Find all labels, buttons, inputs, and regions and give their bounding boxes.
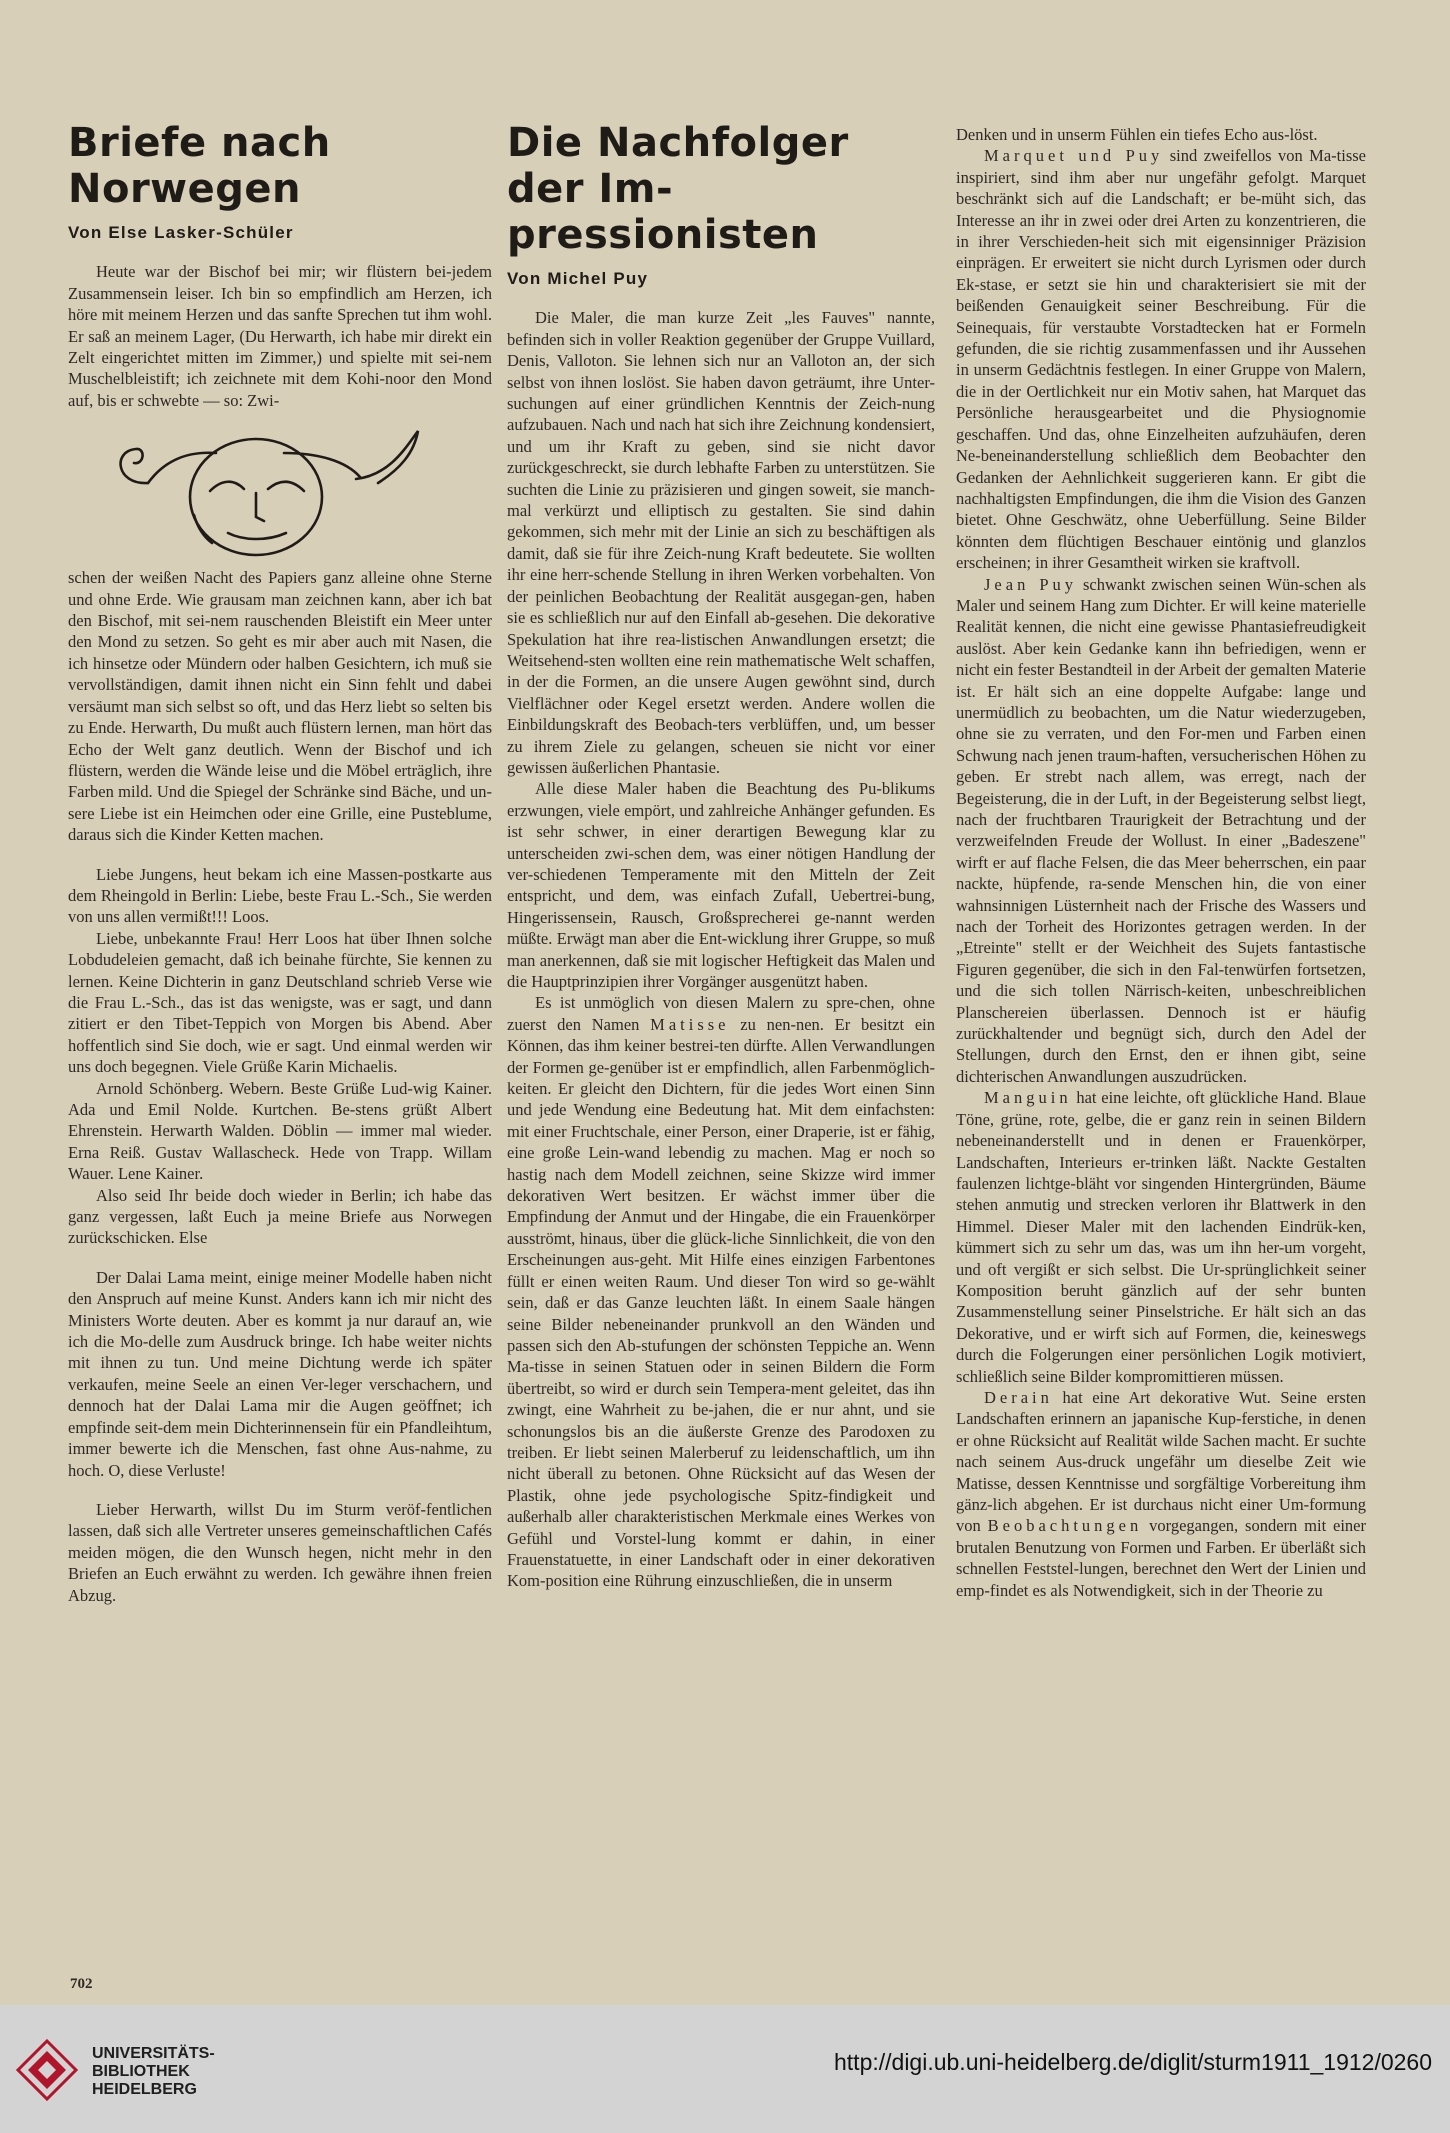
paragraph: Arnold Schönberg. Webern. Beste Grüße Lud-wig Kainer. Ada und Emil Nolde. Kurtchen. Be-stens grüßt Albert Ehrenstein. Herwarth Walden. Döblin — immer mal wieder. Erna Reiß. Gustav Wallascheck. Hede von Trapp. Willam Wauer. Lene Kainer.	[68, 1078, 492, 1184]
emphasis: Beobachtungen	[987, 1516, 1143, 1536]
library-line: BIBLIOTHEK	[92, 2063, 190, 2080]
moon-face-drawing-icon	[108, 425, 438, 557]
text-run: schwankt zwischen seinen Wün-schen als Maler und seinem Hang zum Dichter. Er will keine materielle Realität kennen, die nicht eine gewisse Phantasiefreudigkeit auslöst. Aber kein Gedanke kann ihn befriedigen, wenn er nicht ein fester Bestandteil in der Arbeit der gemalten Materie ist. Er hält sich an eine doppelte Aufgabe: lange und unermüdlich zu beobachten, um die Natur wiederzugeben, ohne sie zu verraten, und den For-men und Farben einen Schwung nach jenen traum-haften, versucherischen Höhen zu geben. Er strebt nach allem, was erregt, nach der Begeisterung, die in der Luft, in der Begeisterung selbst liegt, nach der fruchtbaren Traurigkeit der Betrachtung und der verzweifelnden Freude der Wollust. In einer „Badeszene" wirft er auf flache Felsen, die das Meer beherrschen, ein paar nackte, hüpfende, ra-sende Menschen hin, die von einer wahnsinnigen Lüsternheit nach der Frische des Wassers und nach der Torheit des Horizontes getragen werden. In der „Etreinte" stellt er der Weichheit des Sujets fantastische Figuren gegenüber, die sich in den Fal-tenwürfen fortsetzen, und die sich tollen Närrisch-keiten, unbeschreiblichen Planschereien überlassen. Dennoch ist er häufig zurückhaltender und begnügt sich, durch den Adel der Stellungen, durch den Ernst, den er ihnen gibt, seine dichterischen Anwandlungen auszudrücken.	[956, 574, 1367, 1086]
artist-name: Derain	[984, 1387, 1053, 1407]
article-byline: Von Else Lasker-Schüler	[68, 223, 294, 242]
artist-name: Manguin	[984, 1088, 1072, 1108]
text-run: Es ist unmöglich von diesen Malern zu spre-chen, ohne zuerst den Namen	[507, 993, 935, 1034]
article-title: Briefe nach Norwegen	[68, 120, 331, 212]
paragraph	[507, 992, 935, 1591]
paragraph	[956, 1387, 1366, 1601]
library-line: HEIDELBERG	[92, 2081, 197, 2098]
paragraph: Liebe Jungens, heut bekam ich eine Massen-postkarte aus dem Rheingold in Berlin: Liebe, beste Frau L.-Sch., Sie werden von uns allen vermißt!!! Loos.	[68, 864, 492, 927]
paragraph: Heute war der Bischof bei mir; wir flüstern bei-jedem Zusammensein leiser. Ich bin so empfindlich am Herzen, ich höre mit meinem Herzen und das sanfte Sprechen tut ihm wohl. Er saß an meinem Lager, (Du Herwarth, ich habe mir direkt ein Zelt eingerichtet mitten im Zimmer,) und spielte mit sei-nem Muschelbleistift; ich zeichnete mit dem Kohi-noor den Mond auf, bis er schwebte — so: Zwi-	[68, 262, 492, 410]
paragraph	[956, 1087, 1366, 1387]
paragraph: Also seid Ihr beide doch wieder in Berlin; ich habe das ganz vergessen, laßt Euch ja meine Briefe aus Norwegen zurückschicken. Else	[68, 1185, 492, 1248]
text-run: hat eine leichte, oft glückliche Hand. Blaue Töne, grüne, rote, gelbe, die er ganz rein in seinen Bildern nebeneinanderstellt und in denen er Frauenkörper, Landschaften, Interieurs er-trinken läßt. Nackte Gestalten faulenzen lichtge-bläht vor singenden Hintergründen, Bäume stehen anmutig und strecken verloren ihr Blattwerk in den Himmel. Dieser Maler mit den lachenden Eindrük-ken, kümmert sich zu sehr um das, was um ihn her-um vorgeht, und oft vergißt er sich selbst. Die Ur-sprünglichkeit seiner Komposition beruht gänzlich auf der sehr bunten Zusammenstellung seiner Pinselstriche. Er hält sich an das Dekorative, und er wirft sich auf Formen, die, keineswegs durch die Folgerungen einer persönlichen Logik motiviert, schließlich seine Bilder kompromittieren müssen.	[956, 1088, 1366, 1386]
article-briefe-nach-norwegen	[68, 120, 492, 1606]
article-title: Die Nachfolger der Im-pressionisten	[507, 120, 849, 258]
artist-name: Matisse	[650, 1014, 730, 1034]
text-run: zu nen-nen. Er besitzt ein Können, das ihm keiner bestrei-ten dürfte. Allen Verwandlungen der Formen ge-genüber ist er empfindlich, allen Farbenmöglich-keiten. Er gleicht den Dichtern, für die jedes Wort einen Sinn und jede Wendung eine Bedeutung hat. Mit dem einfachsten: mit einer Fruchtschale, einer Person, einer Draperie, ist er fähig, eine große Lein-wand lebendig zu machen. Mag er noch so hastig nach dem Modell zeichnen, seine Skizze wird immer dekorativen Wert besitzen. Er wächst immer über die Empfindung der Anmut und der Hingabe, die ein Frauenkörper ausströmt, hinaus, über die glück-liche Sinnlichkeit, die von den Erscheinungen aus-geht. Mit Hilfe eines einzigen Farbentones füllt er einen weiten Raum. Und dieser Ton wird so ge-wählt sein, daß er das Ganze leuchten läßt. In einem Saale hängen seine Bilder nebeneinander prunkvoll an den Wänden und passen sich den Ab-stufungen der schönsten Teppiche an. Wenn Ma-tisse in seinen Statuen oder in seinen Bildern die Form übertreibt, so wird er durch sein Tempera-ment geleitet, das ihn zwingt, eine Wahrheit zu be-jahen, die er nur ahnt, und sie schonungslos bis an die äußerste Grenze des Parodoxen zu treiben. Er liebt seinen Malerberuf zu leidenschaftlich, um ihn nicht überall zu betonen. Ohne Rücksicht auf das Wesen der Plastik, ohne jede psychologische Spitz-findigkeit und außerhalb aller charakteristischen Merkmale eines Werkes von Gefühl und Vorstel-lung kommt er dahin, in einer Frauenstatuette, in einer Landschaft oder in einer dekorativen Kom-position eine Rührung einzuschließen, die in unserm	[507, 1014, 935, 1591]
article-byline: Von Michel Puy	[507, 269, 649, 288]
paragraph	[956, 574, 1366, 1088]
digitization-footer	[0, 2005, 1450, 2133]
text-run: hat eine Art dekorative Wut. Seine ersten Landschaften erinnern an japanische Kup-ferstiche, in denen er ohne Rücksicht auf Realität wilde Sachen macht. Er suchte nach seinem Aus-druck ungefähr um dieselbe Zeit wie Matisse, dessen Kenntnisse und sorgfältige Vorbereitung ihm gänz-lich abgehen. Er ist durchaus nicht einer Um-formung von	[956, 1387, 1366, 1536]
text-run: vorgegangen, sondern mit einer brutalen Benutzung von Formen und Farben. Er überläßt sich schnellen Feststel-lungen, berechnet den Wert der Linien und emp-findet es als Notwendigkeit, sich in der Theorie zu	[956, 1516, 1367, 1600]
artist-name: Marquet und Puy	[984, 146, 1164, 166]
paragraph: schen der weißen Nacht des Papiers ganz alleine ohne Sterne und ohne Erde. Wie grausam man zeichnen kann, aber ich bat den Bischof, mit sei-nem rauschenden Bleistift ein Meer unter den Mond zu setzen. So geht es mir aber auch mit Nasen, die ich hinsetze oder Mündern oder halben Gesichtern, ich muß sie vervollständigen, damit ihnen nicht ein Sinn fehlt und dabei versäumt man sich selbst so oft, und das Herz liebt so selten bis zu Ende. Herwarth, Du mußt auch flüstern lernen, man hört das Echo der Welt ganz deutlich. Wenn der Bischof und ich flüstern, werden die Wände leise und die Möbel erträglich, ihre Farben mild. Und die Spiegel der Schränke sind Bäche, und un-sere Liebe ist ein Heimchen oder eine Grille, eine Pusteblume, daraus sich die Kinder Ketten machen.	[68, 568, 492, 845]
page-number: 702	[70, 1976, 93, 1992]
text-run: sind zweifellos von Ma-tisse inspiriert, sind ihm aber nur ungefähr gefolgt. Marquet beschränkt sich auf die Landschaft; er be-müht sich, das Interesse an ihr in zwei oder drei Arten zu konzentrieren, die in ihrer Verschieden-heit sich mit eigensinniger Präzision einprägen. Er erweitert sie nicht durch Lyrismen oder durch Ek-stase, er setzt sie hin und charakterisiert sie mit der beißenden Genauigkeit seiner Beschreibung. Für die Seinequais, für verstaubte Vorstadtecken hat er Formeln gefunden, die sie richtig zusammenfassen und ihr Aussehen in unserm Gedächtnis festlegen. In einer Gruppe von Malern, die in der Oertlichkeit nur ein Motiv sahen, hat Marquet das Persönliche herausgearbeitet und die Physiognomie geschaffen. Und das, ohne Einzelheiten aufzuhäufen, deren Ne-beneinanderstellung schließlich dem Beobachter den Gedanken der Aehnlichkeit suggerieren kann. Er gibt die nachhaltigsten Empfindungen, die ihm die Vision des Ganzen bietet. Ohne Geschwätz, ohne Ueberfüllung. Seine Bilder könnten dem flüchtigen Beschauer eintönig und glanzlos erscheinen; in ihrer Gesamtheit wirken sie kraftvoll.	[956, 146, 1367, 573]
artist-name: Jean Puy	[984, 574, 1077, 594]
paragraph: Der Dalai Lama meint, einige meiner Modelle haben nicht den Anspruch auf meine Kunst. Anders kann ich mir nicht des Ministers Worte deuten. Aber es kommt ja nur darauf an, wie ich die Mo-delle zum Ausdruck bringe. Ich habe weiter nichts mit ihnen zu tun. Und meine Dichtung werde ich später verkaufen, meine Seele an einen Ver-leger verschachern, und dennoch hat der Dalai Lama mir die Augen geöffnet; ich empfinde seit-dem mein Dichterinnensein für ein Pfandleihtum, immer bewerte ich die Menschen, fast ohne Aus-nahme, zu hoch. O, diese Verluste!	[68, 1267, 492, 1480]
article-continuation-column	[956, 124, 1366, 1601]
library-name	[92, 2045, 215, 2099]
paragraph: Liebe, unbekannte Frau! Herr Loos hat über Ihnen solche Lobdudeleien gemacht, daß ich beinahe fürchte, Sie kennen zu lernen. Keine Dichterin in ganz Deutschland schrieb Verse wie die Frau L.-Sch., das ist das wenigste, was er sagt, und dann zitiert er den Tibet-Teppich von Morgen bis Abend. Aber hoffentlich sind Sie doch, wie er sagt. Und einmal werden wir uns doch begegnen. Viele Grüße Karin Michaelis.	[68, 928, 492, 1077]
paragraph: Die Maler, die man kurze Zeit „les Fauves" nannte, befinden sich in voller Reaktion gegenüber der Gruppe Vuillard, Denis, Valloton. Sie lehnen sich nur an Valloton an, der sich selbst von ihnen loslöst. Sie haben davon geträumt, ihre Unter-suchungen auf einer gründlichen Kenntnis der Zeich-nung aufzubauen. Nach und nach hat sich ihre Zeichnung kondensiert, und um ihr Kraft zu geben, sind sie nicht davor zurückgeschreckt, sie durch lebhafte Farben zu unterstützen. Sie suchten die Linie zu präzisieren und gingen soweit, sie manch-mal verkürzt und elliptisch zu gestalten. Sie sind dahin gekommen, sich mehr mit der Linie an sich zu beschäftigen als damit, daß sie für ihre Zeich-nung Kraft bedeutete. Sie wollten ihr eine herr-schende Stellung in ihren Werken vorbehalten. Von der peinlichen Beobachtung der Realität ausgegan-gen, haben sie es schließlich nur auf den Einfall ab-gesehen. Die dekorative Spekulation hat ihre rea-listischen Anwandlungen ersetzt; die Weitsehend-sten wollten eine rein mathematische Welt schaffen, in der die Formen, an die unsere Augen gewöhnt sind, durch Vielflächner oder Kegel ersetzt werden. Andere wollen die Einbildungskraft des Beobach-ters verblüffen, und, um besser zu ihrem Ziele zu gelangen, scheuen sie nicht vor einer gewissen äußerlichen Phantasie.	[507, 308, 935, 777]
paragraph: Alle diese Maler haben die Beachtung des Pu-blikums erzwungen, viele empört, und zahlreiche Anhänger gefunden. Es ist sehr schwer, in einer derartigen Bewegung klar zu unterscheiden zwi-schen dem, was einer nötigen Handlung der ver-schiedenen Temperamente mit den Mitteln der Zeit entspricht, und dem, was einfach Zufall, Uebertrei-bung, Hingerissensein, Rausch, Großsprecherei ge-nannt werden müßte. Erwägt man aber die Ent-wicklung ihrer Gruppe, so muß man anerkennen, daß sie mit logischer Heftigkeit das Malen und die Hauptprinzipien ihrer Vorgänger ausgenützt haben.	[507, 779, 935, 991]
university-library-logo-icon	[14, 2037, 80, 2103]
paragraph: Denken und in unserm Fühlen ein tiefes Echo aus-löst.	[956, 125, 1318, 144]
paragraph	[956, 145, 1366, 573]
article-nachfolger-der-impressionisten	[507, 120, 935, 1592]
paragraph: Lieber Herwarth, willst Du im Sturm veröf-fentlichen lassen, daß sich alle Vertreter unseres gemeinschaftlichen Cafés meiden mögen, die den Wunsch hegen, nicht mehr in den Briefen an Euch erwähnt zu werden. Ich gewähre ihnen freien Abzug.	[68, 1499, 492, 1605]
source-url-link[interactable]: http://digi.ub.uni-heidelberg.de/diglit/sturm1911_1912/0260	[834, 2049, 1432, 2075]
library-line: UNIVERSITÄTS-	[92, 2045, 215, 2062]
